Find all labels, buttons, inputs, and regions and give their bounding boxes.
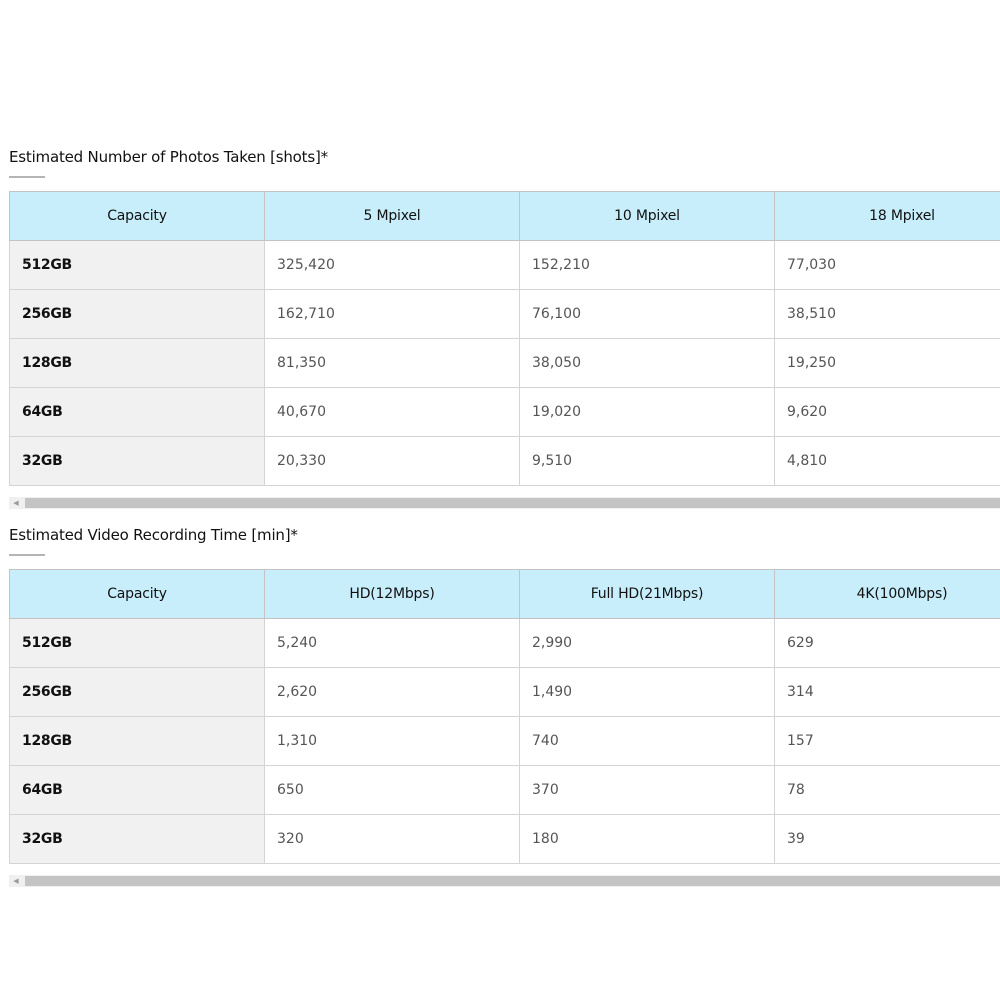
video-title-underline <box>9 554 45 556</box>
value-cell: 20,330 <box>265 437 520 486</box>
value-cell: 9,620 <box>775 388 1000 437</box>
photos-horizontal-scrollbar[interactable] <box>9 497 1000 509</box>
photos-scroll-thumb[interactable] <box>25 498 1000 508</box>
video-section-title: Estimated Video Recording Time [min]* <box>9 526 298 544</box>
video-table-scroll-area[interactable] <box>9 569 1000 867</box>
table-row <box>10 766 1000 815</box>
capacity-cell: 512GB <box>10 241 265 290</box>
value-cell: 152,210 <box>520 241 775 290</box>
capacity-cell: 128GB <box>10 717 265 766</box>
table-row <box>10 619 1000 668</box>
photos-table <box>9 191 1000 486</box>
table-row <box>10 388 1000 437</box>
chevron-left-icon[interactable]: ◀ <box>13 877 19 885</box>
value-cell: 650 <box>265 766 520 815</box>
table-row <box>10 815 1000 864</box>
video-table <box>9 569 1000 864</box>
value-cell: 740 <box>520 717 775 766</box>
capacity-cell: 64GB <box>10 388 265 437</box>
video-header-row <box>10 570 1000 619</box>
table-row <box>10 339 1000 388</box>
value-cell: 40,670 <box>265 388 520 437</box>
value-cell: 629 <box>775 619 1000 668</box>
capacity-cell: 256GB <box>10 290 265 339</box>
value-cell: 325,420 <box>265 241 520 290</box>
table-row <box>10 717 1000 766</box>
value-cell: 157 <box>775 717 1000 766</box>
capacity-cell: 32GB <box>10 437 265 486</box>
photos-header-row <box>10 192 1000 241</box>
value-cell: 1,310 <box>265 717 520 766</box>
capacity-cell: 64GB <box>10 766 265 815</box>
photos-table-scroll-area[interactable] <box>9 191 1000 489</box>
capacity-cell: 128GB <box>10 339 265 388</box>
value-cell: 19,020 <box>520 388 775 437</box>
photos-header-5mpixel: 5 Mpixel <box>265 192 520 241</box>
photos-header-capacity: Capacity <box>10 192 265 241</box>
video-scroll-thumb[interactable] <box>25 876 1000 886</box>
value-cell: 2,990 <box>520 619 775 668</box>
value-cell: 2,620 <box>265 668 520 717</box>
photos-title-underline <box>9 176 45 178</box>
value-cell: 77,030 <box>775 241 1000 290</box>
photos-section-title: Estimated Number of Photos Taken [shots]* <box>9 148 328 166</box>
value-cell: 38,510 <box>775 290 1000 339</box>
table-row <box>10 668 1000 717</box>
photos-header-10mpixel: 10 Mpixel <box>520 192 775 241</box>
video-header-full-hd: Full HD(21Mbps) <box>520 570 775 619</box>
value-cell: 9,510 <box>520 437 775 486</box>
capacity-cell: 512GB <box>10 619 265 668</box>
value-cell: 5,240 <box>265 619 520 668</box>
capacity-cell: 256GB <box>10 668 265 717</box>
value-cell: 1,490 <box>520 668 775 717</box>
value-cell: 76,100 <box>520 290 775 339</box>
table-row <box>10 241 1000 290</box>
video-header-hd: HD(12Mbps) <box>265 570 520 619</box>
chevron-left-icon[interactable]: ◀ <box>13 499 19 507</box>
photos-header-18mpixel: 18 Mpixel <box>775 192 1000 241</box>
capacity-cell: 32GB <box>10 815 265 864</box>
table-row <box>10 437 1000 486</box>
table-row <box>10 290 1000 339</box>
video-horizontal-scrollbar[interactable] <box>9 875 1000 887</box>
value-cell: 81,350 <box>265 339 520 388</box>
value-cell: 320 <box>265 815 520 864</box>
value-cell: 19,250 <box>775 339 1000 388</box>
value-cell: 314 <box>775 668 1000 717</box>
value-cell: 370 <box>520 766 775 815</box>
value-cell: 38,050 <box>520 339 775 388</box>
video-header-4k: 4K(100Mbps) <box>775 570 1000 619</box>
value-cell: 39 <box>775 815 1000 864</box>
value-cell: 162,710 <box>265 290 520 339</box>
value-cell: 180 <box>520 815 775 864</box>
value-cell: 4,810 <box>775 437 1000 486</box>
value-cell: 78 <box>775 766 1000 815</box>
video-header-capacity: Capacity <box>10 570 265 619</box>
